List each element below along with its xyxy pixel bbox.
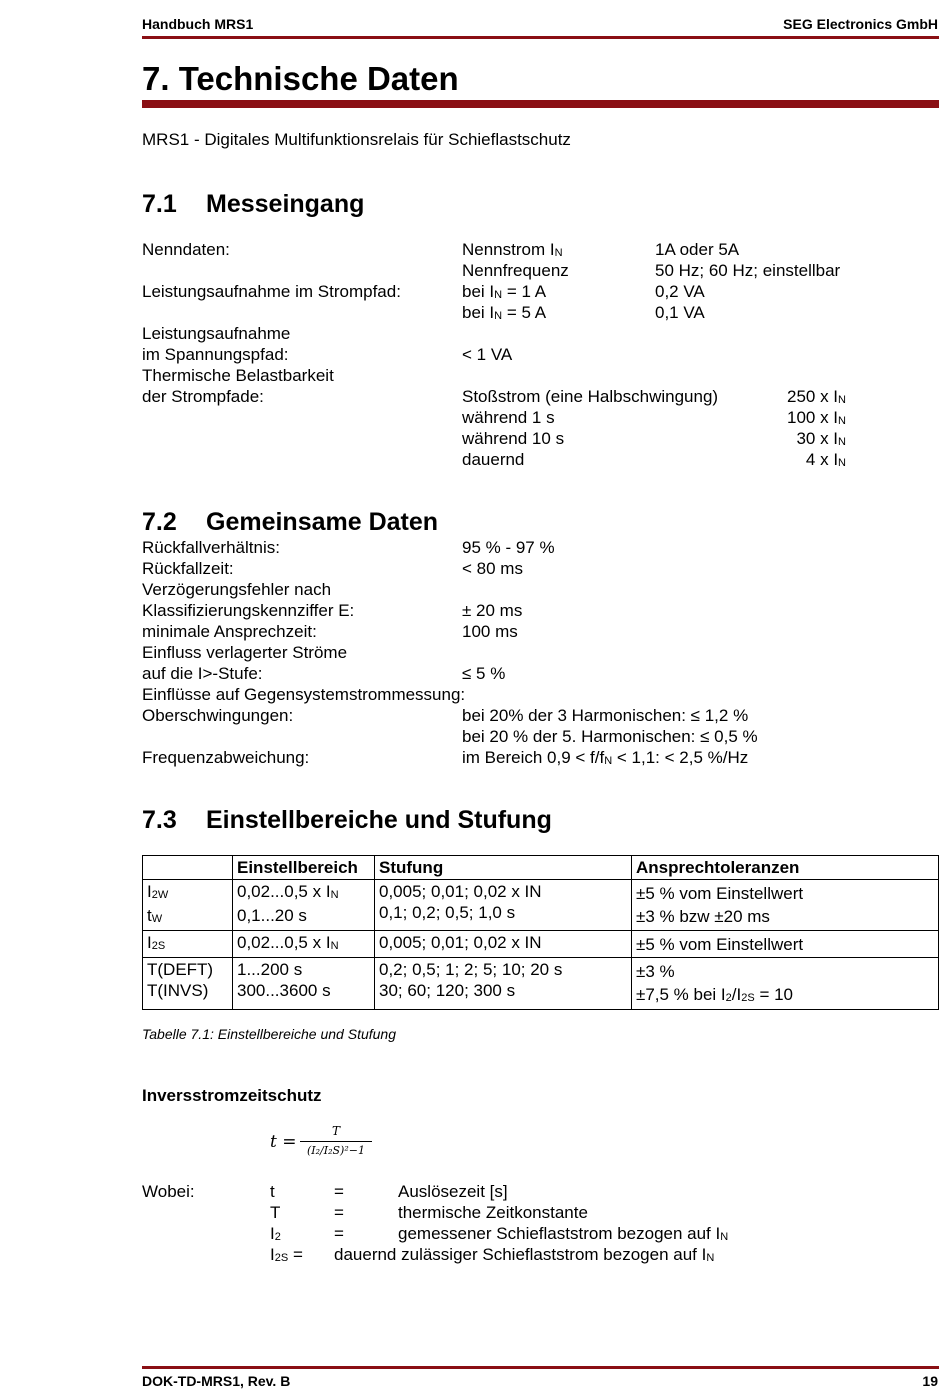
stoss-value: 250 x $I_N$ (787, 387, 846, 406)
var-symbol: t (270, 1182, 275, 1201)
var-symbol: $I_{2S}$ = (270, 1245, 303, 1264)
w10s-label: während 10 s (462, 429, 565, 448)
var-description: thermische Zeitkonstante (398, 1203, 588, 1222)
s72-value: 100 ms (462, 622, 518, 641)
s72-value: bei 20 % der 5. Harmonischen: ≤ 0,5 % (462, 727, 758, 746)
s72-value: bei 20% der 3 Harmonischen: ≤ 1,2 % (462, 706, 749, 725)
section-7-3-number: 7.3 (142, 806, 177, 834)
table-row (143, 958, 939, 1010)
header-left: Handbuch MRS1 (142, 16, 254, 32)
table-cell-param: $I_{2S}$ (143, 931, 233, 958)
formula-fraction-bar (300, 1141, 372, 1142)
section-7-2-heading: Gemeinsame Daten (206, 508, 439, 536)
var-description: Auslösezeit [s] (398, 1182, 508, 1201)
s72-value: ≤ 5 % (462, 664, 506, 683)
table-header-cell (143, 856, 233, 880)
table-cell-range: 1...200 s 300...3600 s (233, 958, 375, 1010)
table-header-cell: Einstellbereich (233, 856, 375, 880)
var-equals: = (334, 1182, 344, 1201)
bei-5a-label: bei $I_N = 5$ A (462, 303, 547, 322)
table-cell-tolerance: ±5 % vom Einstellwert ±3 % bzw ±20 ms (632, 880, 939, 931)
s72-label: Klassifizierungskennziffer E: (142, 601, 355, 620)
section-7-1-number: 7.1 (142, 190, 177, 218)
table-cell-range: 0,02...0,5 x $I_N$ (233, 931, 375, 958)
table-row (143, 880, 939, 931)
s72-value: < 80 ms (462, 559, 523, 578)
formula-lhs: t = (270, 1132, 297, 1152)
s72-label: Verzögerungsfehler nach (142, 580, 332, 599)
table-header-cell: Ansprechtoleranzen (632, 856, 939, 880)
freq-label: Frequenzabweichung: (142, 748, 310, 767)
s72-label: Einflüsse auf Gegensystemstrommessung: (142, 685, 466, 704)
table-cell-tolerance: ±3 % ±7,5 % bei $I_2/I_{2S} = 10$ (632, 958, 939, 1010)
table-cell-param: T(DEFT) T(INVS) (143, 958, 233, 1010)
header-right: SEG Electronics GmbH (783, 16, 938, 32)
nenndaten-label: Nenndaten: (142, 240, 230, 259)
section-7-3-heading: Einstellbereiche und Stufung (206, 806, 552, 834)
leistung-span-label-2: im Spannungspfad: (142, 345, 289, 364)
dauernd-value: 4 x $I_N$ (805, 450, 846, 469)
leistung-span-label-1: Leistungsaufnahme (142, 324, 291, 343)
s72-label: auf die I>-Stufe: (142, 664, 263, 683)
s72-label: Einfluss verlagerter Ströme (142, 643, 348, 662)
formula-denominator: (I₂/I₂S)²−1 (307, 1144, 365, 1157)
w1s-label: während 1 s (462, 408, 555, 427)
table-header-cell: Stufung (375, 856, 632, 880)
therm-label-2: der Strompfade: (142, 387, 264, 406)
section-7-2-number: 7.2 (142, 508, 177, 536)
footer-left: DOK-TD-MRS1, Rev. B (142, 1373, 291, 1389)
page-number: 19 (922, 1373, 938, 1389)
var-description: dauernd zulässiger Schieflaststrom bezogen auf $I_N$ (334, 1245, 715, 1264)
stoss-label: Stoßstrom (eine Halbschwingung) (462, 387, 719, 406)
section-7-1-heading: Messeingang (206, 190, 365, 218)
nennstrom-label: Nennstrom $I_N$ (462, 240, 563, 259)
leistung-strom-label: Leistungsaufnahme im Strompfad: (142, 282, 401, 301)
s72-label: minimale Ansprechzeit: (142, 622, 317, 641)
table-cell-tolerance: ±5 % vom Einstellwert (632, 931, 939, 958)
var-description: gemessener Schieflaststrom bezogen auf $I_N$ (398, 1224, 729, 1243)
header-rule (142, 36, 939, 39)
table-cell-step: 0,005; 0,01; 0,02 x IN (375, 931, 632, 958)
s72-label: Oberschwingungen: (142, 706, 294, 725)
bei-5a-value: 0,1 VA (655, 303, 705, 322)
bei-1a-label: bei $I_N = 1$ A (462, 282, 547, 301)
wobei-label: Wobei: (142, 1182, 195, 1201)
table-cell-param: $I_{2W}$ $t_W$ (143, 880, 233, 931)
w1s-value: 100 x $I_N$ (787, 408, 846, 427)
dauernd-label: dauernd (462, 450, 525, 469)
nennfrequenz-label: Nennfrequenz (462, 261, 569, 280)
var-equals: = (334, 1224, 344, 1243)
table-header-row (143, 856, 939, 880)
therm-label-1: Thermische Belastbarkeit (142, 366, 334, 385)
var-equals: = (334, 1203, 344, 1222)
footer-rule (142, 1366, 939, 1369)
var-symbol: T (270, 1203, 281, 1222)
subtitle: MRS1 - Digitales Multifunktionsrelais für Schieflastschutz (142, 130, 571, 149)
s72-label: Rückfallzeit: (142, 559, 234, 578)
var-symbol: $I_2$ (270, 1224, 281, 1243)
s72-value: ± 20 ms (462, 601, 523, 620)
s72-value: 95 % - 97 % (462, 538, 555, 557)
table-cell-step: 0,005; 0,01; 0,02 x IN 0,1; 0,2; 0,5; 1,0 s (375, 880, 632, 931)
formula-numerator: T (331, 1124, 340, 1138)
page-title: 7. Technische Daten (142, 60, 459, 97)
settings-table (142, 855, 939, 1010)
freq-value: im Bereich $0,9 < f/f_N < 1,1$: < 2,5 %/Hz (462, 748, 749, 767)
table-row (143, 931, 939, 958)
nennfrequenz-value: 50 Hz; 60 Hz; einstellbar (655, 261, 841, 280)
w10s-value: 30 x $I_N$ (796, 429, 846, 448)
nennstrom-value: 1A oder 5A (655, 240, 740, 259)
inverse-heading: Inversstromzeitschutz (142, 1086, 322, 1105)
title-rule (142, 100, 939, 108)
table-cell-step: 0,2; 0,5; 1; 2; 5; 10; 20 s 30; 60; 120; 300 s (375, 958, 632, 1010)
leistung-span-value: < 1 VA (462, 345, 513, 364)
table-caption: Tabelle 7.1: Einstellbereiche und Stufung (142, 1026, 396, 1042)
bei-1a-value: 0,2 VA (655, 282, 705, 301)
s72-label: Rückfallverhältnis: (142, 538, 280, 557)
table-cell-range: 0,02...0,5 x $I_N$ 0,1...20 s (233, 880, 375, 931)
